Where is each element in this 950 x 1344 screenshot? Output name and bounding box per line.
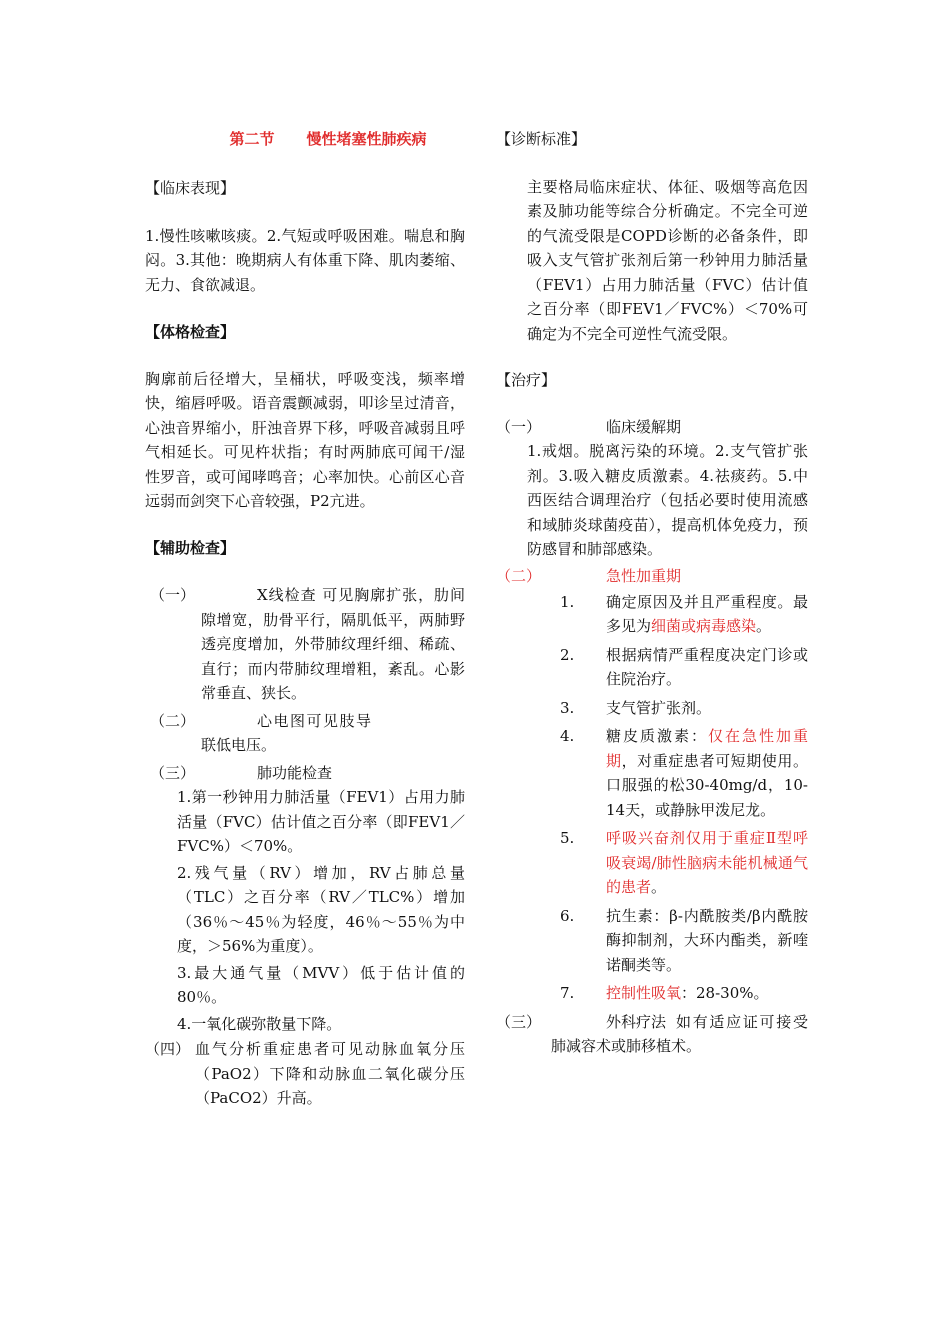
aux-item-4-text: 血气分析重症患者可见动脉血氧分压（PaO2）下降和动脉血二氧化碳分压（PaCO2）升高。 [195,1040,465,1107]
body-text: ，对重症患者可短期使用。口服强的松30-40mg/d，10-14天，或静脉甲泼尼龙。 [606,751,808,819]
section-number: 第二节 [229,130,275,148]
acute-item-7 [496,981,808,1006]
aux-item-4-label: （四） [145,1040,191,1058]
left-column [145,127,465,1111]
remission-title: 临床缓解期 [606,417,682,436]
aux-item-2 [145,709,465,758]
pft-item-4: 4.一氧化碳弥散量下降。 [177,1014,342,1033]
acute-item-text [606,643,808,692]
acute-item-number: 2. [560,645,575,664]
body-text: 根据病情严重程度决定门诊或住院治疗。 [606,645,808,688]
physical-heading: 【体格检查】 [145,323,236,341]
diagnosis-heading: 【诊断标准】 [496,130,587,148]
acute-item-1 [496,590,808,639]
aux-item-3 [145,761,465,786]
body-text: 。 [651,878,667,896]
acute-item-text [606,904,808,978]
body-text: 。 [756,617,772,635]
acute-item-number: 1. [560,592,575,611]
highlight-text: 仅在急性加重期 [606,727,808,770]
treatment-heading: 【治疗】 [496,371,557,389]
remission-label: （一） [496,417,542,436]
acute-item-6 [496,904,808,978]
page-title [193,127,463,151]
remission-section [496,415,808,562]
surgery-title [606,1010,666,1035]
clinical-heading: 【临床表现】 [145,179,236,197]
acute-item-text [606,981,808,1006]
diagnosis-text: 主要格局临床症状、体征、吸烟等高危因素及肺功能等综合分析确定。不完全可逆的气流受限是COPD诊断的必备条件，即吸入支气管扩张剂后第一秒钟用力肺活量（FEV1）占用力肺活量（FVC）估计值之百分率（即FEV1／FVC%）＜70%可确定为不完全可逆性气流受限。 [527,177,808,343]
acute-item-2 [496,643,808,692]
aux-item-1 [145,583,465,706]
remission-text: 1.戒烟。脱离污染的环境。2.支气管扩张剂。3.吸入糖皮质激素。4.祛痰药。5.中西医结合调理治疗（包括必要时使用流感和域肺炎球菌疫苗），提高机体免疫力，预防感冒和肺部感染。 [527,442,808,558]
surgery-title-text: 外科疗法 [606,1012,667,1031]
pft-item-3: 3.最大通气量（MVV）低于估计值的80％。 [177,963,465,1006]
aux-item-4 [145,1037,465,1111]
body-text: ：28-30%。 [681,984,769,1002]
section-name: 慢性堵塞性肺疾病 [306,130,427,148]
surgery-text: 如有适应证可接受肺减容术或肺移植术。 [551,1012,808,1055]
acute-section [496,564,808,1006]
acute-item-5 [496,826,808,900]
acute-label: （二） [496,566,542,585]
acute-item-text [606,724,808,822]
acute-item-3 [496,696,808,721]
aux-heading: 【辅助检查】 [145,538,236,557]
surgery-section [496,1010,808,1059]
surgery-label: （三） [496,1012,542,1031]
highlight-text: 呼吸兴奋剂仅用于重症Ⅱ型呼吸衰竭/肺性脑病未能机械通气的患者 [606,829,808,896]
aux-item-2-text: 心电图可见肢导联低电压。 [201,711,371,754]
pft-item-1: 1.第一秒钟用力肺活量（FEV1）占用力肺活量（FVC）估计值之百分率（即FEV1／FVC%）＜70%。 [177,788,465,855]
acute-item-number: 6. [560,906,575,925]
acute-title: 急性加重期 [606,566,682,585]
aux-item-1-label: （一） [150,586,196,604]
pft-item-2: 2.残气量（RV）增加，RV占肺总量（TLC）之百分率（RV／TLC%）增加（36％～45％为轻度，46％～55％为中度，＞56%为重度）。 [177,863,465,955]
aux-item-3-label: （三） [150,763,196,782]
right-column [496,127,808,1059]
acute-item-number: 5. [560,829,575,847]
physical-text: 胸廓前后径增大，呈桶状，呼吸变浅，频率增快，缩唇呼吸。语音震颤减弱，叩诊呈过清音，心浊音界缩小，肝浊音界下移，呼吸音减弱且呼气相延长。可见杵状指；有时两肺底可闻干/湿性罗音，或可闻哮鸣音；心率加快。心前区心音远弱而剑突下心音较强，P2亢进。 [145,369,465,510]
acute-item-4 [496,724,808,822]
body-text: 抗生素：β-内酰胺类/β内酰胺酶抑制剂，大环内酯类，新喹诺酮类等。 [606,906,808,974]
acute-item-number: 7. [560,984,575,1002]
acute-item-number: 4. [560,727,575,745]
acute-item-text [606,696,808,721]
aux-item-1-text: X线检查 可见胸廓扩张，肋间隙增宽，肋骨平行，隔肌低平，两肺野透亮度增加，外带肺纹理纤细、稀疏、直行；而内带肺纹理增粗，紊乱。心影常垂直、狭长。 [201,586,465,702]
acute-item-text [606,590,808,639]
aux-item-2-label: （二） [150,711,196,730]
aux-item-3-text: 肺功能检查 [257,763,333,782]
body-text: 糖皮质激素： [606,727,708,745]
highlight-text: 细菌或病毒感染 [651,617,757,635]
acute-item-text [606,826,808,900]
highlight-text: 控制性吸氧 [606,984,682,1002]
body-text: 支气管扩张剂。 [606,698,712,717]
clinical-text: 1.慢性咳嗽咳痰。2.气短或呼吸困难。喘息和胸闷。3.其他：晚期病人有体重下降、肌肉萎缩、无力、食欲减退。 [145,226,465,294]
acute-list [496,590,808,1006]
acute-item-number: 3. [560,698,575,717]
pft-list [177,785,465,1036]
body-text: 确定原因及并且严重程度。最多见为 [606,592,808,635]
